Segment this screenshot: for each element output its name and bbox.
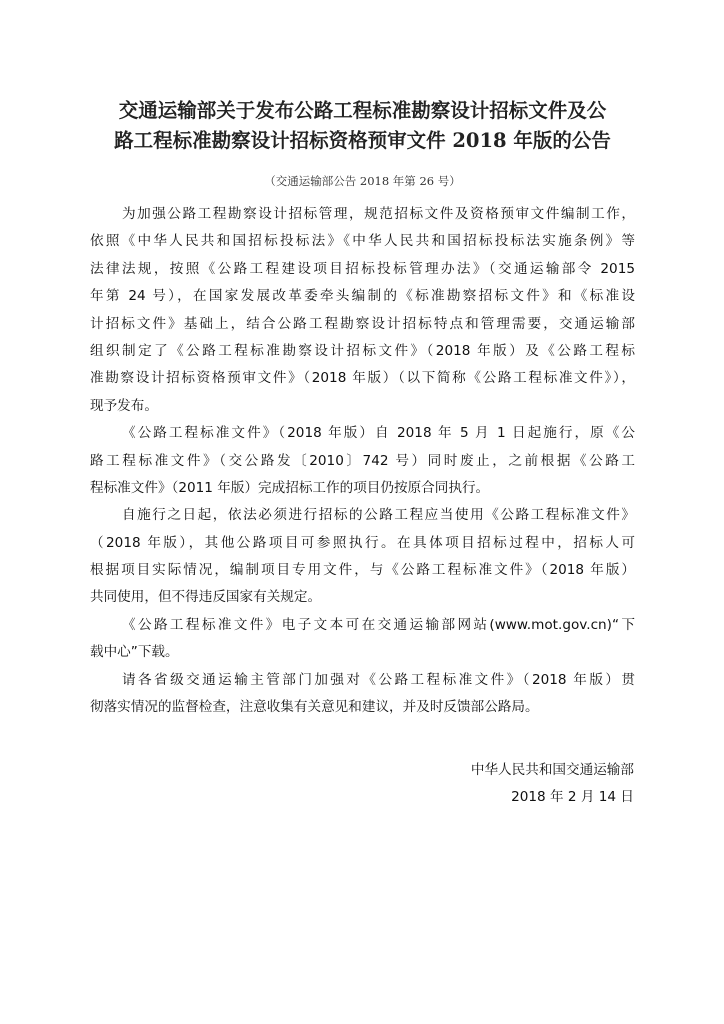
paragraph-line: 计招标文件》基础上，结合公路工程勘察设计招标特点和管理需要，交通运输部 [90, 315, 635, 332]
paragraph-line: 请各省级交通运输主管部门加强对《公路工程标准文件》（2018 年版）贯 [122, 671, 635, 688]
paragraph-5 [90, 667, 635, 722]
paragraph-line: （2018 年版），其他公路项目可参照执行。在具体项目招标过程中，招标人可 [90, 534, 635, 551]
document-body [90, 201, 635, 721]
title-line-2: 路工程标准勘察设计招标资格预审文件 2018 年版的公告 [114, 129, 611, 152]
paragraph-2 [90, 420, 635, 502]
paragraph-line: 共同使用，但不得违反国家有关规定。 [90, 589, 322, 606]
paragraph-line: 现予发布。 [90, 397, 158, 414]
paragraph-line: 自施行之日起，依法必须进行招标的公路工程应当使用《公路工程标准文件》 [122, 507, 635, 524]
signature-date: 2018 年 2 月 14 日 [511, 789, 634, 805]
paragraph-line: 准勘察设计招标资格预审文件》（2018 年版）（以下简称《公路工程标准文件》）， [90, 370, 635, 387]
paragraph-line: 根据项目实际情况，编制项目专用文件，与《公路工程标准文件》（2018 年版） [90, 562, 635, 579]
paragraph-line: 《公路工程标准文件》电子文本可在交通运输部网站(www.mot.gov.cn)“下 [122, 616, 635, 633]
document-title [90, 96, 635, 156]
paragraph-line: 组织制定了《公路工程标准勘察设计招标文件》（2018 年版）及《公路工程标 [90, 342, 635, 359]
paragraph-line: 为加强公路工程勘察设计招标管理，规范招标文件及资格预审文件编制工作， [122, 206, 635, 222]
paragraph-line: 《公路工程标准文件》（2018 年版）自 2018 年 5 月 1 日起施行，原《公 [122, 425, 635, 442]
paragraph-line: 路工程标准文件》（交公路发〔2010〕742 号）同时废止，之前根据《公路工 [90, 452, 635, 469]
paragraph-line: 程标准文件》（2011 年版）完成招标工作的项目仍按原合同执行。 [90, 479, 490, 496]
paragraph-4 [90, 612, 635, 667]
paragraph-line: 年第 24 号），在国家发展改革委牵头编制的《标准勘察招标文件》和《标准设 [90, 288, 635, 305]
paragraph-line: 彻落实情况的监督检查，注意收集有关意见和建议，并及时反馈部公路局。 [90, 699, 539, 716]
paragraph-line: 载中心”下载。 [90, 644, 179, 661]
paragraph-1 [90, 201, 635, 420]
title-line-1: 交通运输部关于发布公路工程标准勘察设计招标文件及公 [118, 99, 607, 122]
paragraph-line: 法律法规，按照《公路工程建设项目招标投标管理办法》（交通运输部令 2015 [90, 260, 635, 277]
signature-organization: 中华人民共和国交通运输部 [470, 762, 634, 778]
announcement-number: （交通运输部公告 2018 年第 26 号） [264, 174, 461, 188]
paragraph-3 [90, 502, 635, 612]
paragraph-line: 依照《中华人民共和国招标投标法》《中华人民共和国招标投标法实施条例》等 [90, 233, 635, 250]
